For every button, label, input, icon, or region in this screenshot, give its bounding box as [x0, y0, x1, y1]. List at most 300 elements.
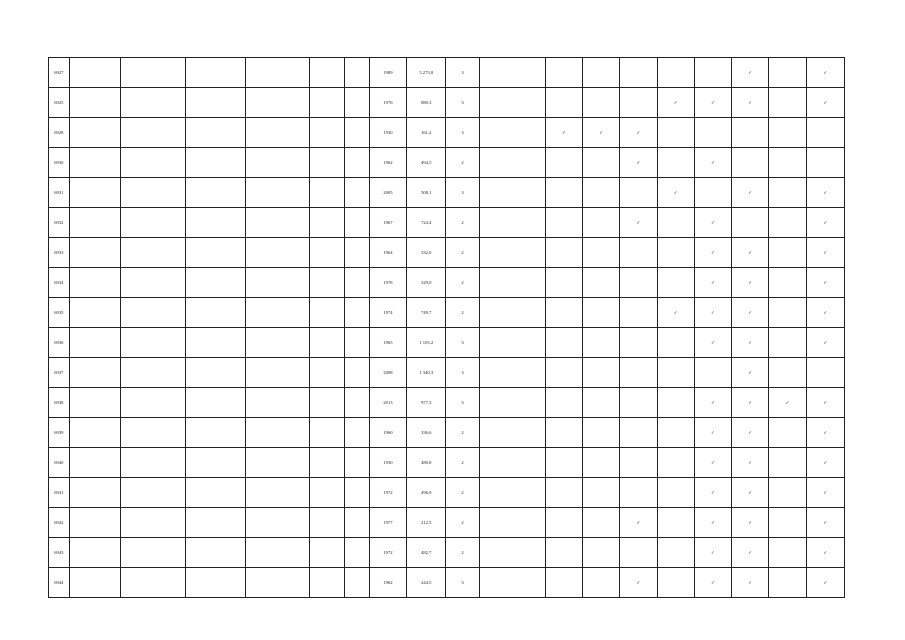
- table-cell: [309, 478, 344, 508]
- table-cell: 6937: [49, 358, 70, 388]
- table-cell: [185, 328, 245, 358]
- table-cell: [309, 238, 344, 268]
- table-cell: 5 273,8: [407, 58, 446, 88]
- table-cell: 3: [446, 58, 479, 88]
- table-cell: [185, 238, 245, 268]
- table-cell: 2: [446, 418, 479, 448]
- table-cell: [185, 178, 245, 208]
- table-cell: 724,4: [407, 208, 446, 238]
- table-cell: 1930: [369, 448, 406, 478]
- check-cell: ✓: [732, 268, 769, 298]
- table-cell: [121, 58, 185, 88]
- table-cell: [185, 508, 245, 538]
- check-cell: [545, 88, 582, 118]
- table-row: [49, 478, 845, 508]
- check-cell: [545, 388, 582, 418]
- table-row: [49, 208, 845, 238]
- check-cell: ✓: [620, 148, 657, 178]
- table-cell: [345, 328, 370, 358]
- check-cell: [732, 208, 769, 238]
- table-cell: [479, 178, 545, 208]
- table-cell: [479, 148, 545, 178]
- check-cell: [769, 178, 806, 208]
- check-cell: [620, 88, 657, 118]
- table-cell: 3: [446, 328, 479, 358]
- check-cell: [694, 178, 731, 208]
- table-cell: [185, 568, 245, 598]
- table-cell: 2013: [369, 388, 406, 418]
- table-cell: [345, 358, 370, 388]
- check-cell: [806, 118, 845, 148]
- check-cell: [769, 568, 806, 598]
- table-cell: [69, 118, 121, 148]
- table-cell: [245, 328, 309, 358]
- check-cell: [583, 388, 620, 418]
- check-cell: [545, 418, 582, 448]
- table-cell: [121, 148, 185, 178]
- check-cell: [769, 208, 806, 238]
- table-cell: [345, 538, 370, 568]
- check-cell: ✓: [620, 118, 657, 148]
- check-cell: [583, 448, 620, 478]
- check-cell: ✓: [732, 538, 769, 568]
- check-cell: ✓: [769, 388, 806, 418]
- check-cell: ✓: [620, 508, 657, 538]
- check-cell: [620, 418, 657, 448]
- table-row: [49, 178, 845, 208]
- check-cell: [583, 88, 620, 118]
- check-cell: ✓: [806, 538, 845, 568]
- table-cell: [479, 568, 545, 598]
- check-cell: ✓: [694, 328, 731, 358]
- check-cell: ✓: [732, 418, 769, 448]
- table-row: [49, 58, 845, 88]
- table-cell: [309, 328, 344, 358]
- check-cell: [732, 148, 769, 178]
- table-row: [49, 298, 845, 328]
- check-cell: ✓: [694, 88, 731, 118]
- table-cell: [345, 508, 370, 538]
- table-cell: [479, 448, 545, 478]
- table-cell: [345, 178, 370, 208]
- table-cell: 2: [446, 508, 479, 538]
- table-cell: [121, 88, 185, 118]
- check-cell: [545, 178, 582, 208]
- check-cell: ✓: [806, 268, 845, 298]
- check-cell: [620, 58, 657, 88]
- table-cell: [69, 208, 121, 238]
- table-cell: 2: [446, 448, 479, 478]
- table-cell: [309, 538, 344, 568]
- check-cell: [545, 148, 582, 178]
- check-cell: [769, 508, 806, 538]
- check-cell: ✓: [694, 208, 731, 238]
- check-cell: [806, 358, 845, 388]
- check-cell: ✓: [694, 568, 731, 598]
- table-cell: [479, 358, 545, 388]
- table-cell: [245, 58, 309, 88]
- table-cell: [69, 148, 121, 178]
- table-body: [49, 58, 845, 598]
- check-cell: [545, 238, 582, 268]
- check-cell: [769, 538, 806, 568]
- table-cell: [479, 58, 545, 88]
- table-row: [49, 448, 845, 478]
- check-cell: [694, 358, 731, 388]
- table-cell: [185, 88, 245, 118]
- table-cell: 329,0: [407, 268, 446, 298]
- table-cell: [121, 478, 185, 508]
- check-cell: [657, 328, 694, 358]
- check-cell: [620, 538, 657, 568]
- check-cell: ✓: [694, 238, 731, 268]
- table-cell: [345, 268, 370, 298]
- table-cell: 2005: [369, 178, 406, 208]
- check-cell: ✓: [806, 208, 845, 238]
- table-cell: [309, 568, 344, 598]
- table-cell: 494,5: [407, 148, 446, 178]
- table-cell: [185, 418, 245, 448]
- check-cell: [657, 568, 694, 598]
- check-cell: [769, 238, 806, 268]
- check-cell: [620, 328, 657, 358]
- table-cell: [309, 508, 344, 538]
- table-row: [49, 568, 845, 598]
- table-cell: 1977: [369, 508, 406, 538]
- table-cell: [309, 448, 344, 478]
- table-cell: [309, 118, 344, 148]
- table-cell: 244,5: [407, 568, 446, 598]
- check-cell: ✓: [732, 568, 769, 598]
- check-cell: [620, 238, 657, 268]
- table-cell: 3: [446, 178, 479, 208]
- table-cell: 6934: [49, 268, 70, 298]
- table-cell: 336,6: [407, 418, 446, 448]
- check-cell: [657, 208, 694, 238]
- table-cell: [479, 118, 545, 148]
- table-cell: [245, 268, 309, 298]
- check-cell: [583, 478, 620, 508]
- table-cell: [69, 298, 121, 328]
- table-row: [49, 88, 845, 118]
- table-cell: [309, 388, 344, 418]
- check-cell: [657, 118, 694, 148]
- check-cell: ✓: [806, 238, 845, 268]
- table-cell: 880,3: [407, 88, 446, 118]
- table-cell: [185, 448, 245, 478]
- table-cell: [345, 88, 370, 118]
- check-cell: ✓: [806, 508, 845, 538]
- check-cell: [769, 58, 806, 88]
- table-cell: 1976: [369, 88, 406, 118]
- table-cell: 6933: [49, 238, 70, 268]
- table-cell: [245, 568, 309, 598]
- check-cell: [657, 538, 694, 568]
- table-cell: 1978: [369, 268, 406, 298]
- table-cell: 3: [446, 118, 479, 148]
- table-cell: [185, 118, 245, 148]
- table-cell: [245, 508, 309, 538]
- table-cell: [185, 358, 245, 388]
- check-cell: [545, 568, 582, 598]
- check-cell: ✓: [732, 328, 769, 358]
- table-cell: 6944: [49, 568, 70, 598]
- table-cell: [185, 58, 245, 88]
- table-cell: [345, 388, 370, 418]
- table-cell: [121, 328, 185, 358]
- table-cell: 6939: [49, 418, 70, 448]
- check-cell: ✓: [620, 208, 657, 238]
- table-cell: 1962: [369, 148, 406, 178]
- check-cell: [657, 508, 694, 538]
- check-cell: ✓: [657, 88, 694, 118]
- table-cell: 1972: [369, 538, 406, 568]
- table-cell: [309, 148, 344, 178]
- table-cell: [121, 178, 185, 208]
- table-cell: 1960: [369, 418, 406, 448]
- table-cell: 482,7: [407, 538, 446, 568]
- table-cell: [245, 298, 309, 328]
- table-cell: 6940: [49, 448, 70, 478]
- check-cell: [545, 298, 582, 328]
- table-cell: 6942: [49, 508, 70, 538]
- table-cell: 1967: [369, 208, 406, 238]
- check-cell: ✓: [732, 238, 769, 268]
- table-cell: [185, 298, 245, 328]
- table-row: [49, 388, 845, 418]
- table-cell: [69, 448, 121, 478]
- check-cell: [620, 298, 657, 328]
- check-cell: [545, 328, 582, 358]
- check-cell: ✓: [732, 358, 769, 388]
- table-cell: [69, 568, 121, 598]
- table-cell: [479, 208, 545, 238]
- check-cell: ✓: [732, 478, 769, 508]
- check-cell: ✓: [620, 568, 657, 598]
- table-cell: 977,3: [407, 388, 446, 418]
- table-cell: 6930: [49, 148, 70, 178]
- check-cell: [545, 208, 582, 238]
- table-cell: [121, 568, 185, 598]
- table-cell: [345, 58, 370, 88]
- table-cell: 3: [446, 88, 479, 118]
- table-cell: 6928: [49, 118, 70, 148]
- check-cell: ✓: [657, 178, 694, 208]
- check-cell: [545, 358, 582, 388]
- check-cell: [583, 328, 620, 358]
- check-cell: [620, 268, 657, 298]
- check-cell: ✓: [694, 418, 731, 448]
- check-cell: ✓: [694, 148, 731, 178]
- check-cell: ✓: [806, 328, 845, 358]
- table-cell: [121, 238, 185, 268]
- check-cell: [545, 508, 582, 538]
- table-cell: [345, 118, 370, 148]
- table-cell: [185, 148, 245, 178]
- table-cell: 749,7: [407, 298, 446, 328]
- check-cell: [545, 268, 582, 298]
- table-cell: 1 340,3: [407, 358, 446, 388]
- check-cell: [657, 238, 694, 268]
- check-cell: ✓: [583, 118, 620, 148]
- table-row: [49, 358, 845, 388]
- table-cell: [245, 538, 309, 568]
- table-row: [49, 538, 845, 568]
- check-cell: ✓: [657, 298, 694, 328]
- table-cell: 1964: [369, 238, 406, 268]
- table-cell: 212,5: [407, 508, 446, 538]
- check-cell: ✓: [806, 88, 845, 118]
- registry-table: [48, 57, 845, 598]
- table-cell: [309, 208, 344, 238]
- table-cell: [121, 388, 185, 418]
- table-row: [49, 268, 845, 298]
- check-cell: [769, 328, 806, 358]
- table-cell: [69, 538, 121, 568]
- table-cell: 480,8: [407, 448, 446, 478]
- table-cell: [479, 328, 545, 358]
- check-cell: [657, 148, 694, 178]
- check-cell: [657, 448, 694, 478]
- table-cell: [245, 238, 309, 268]
- table-cell: [479, 268, 545, 298]
- table-cell: [345, 148, 370, 178]
- table-cell: 6932: [49, 208, 70, 238]
- check-cell: [620, 478, 657, 508]
- check-cell: ✓: [694, 538, 731, 568]
- check-cell: ✓: [694, 508, 731, 538]
- check-cell: [620, 178, 657, 208]
- check-cell: ✓: [806, 178, 845, 208]
- check-cell: ✓: [732, 448, 769, 478]
- check-cell: ✓: [694, 268, 731, 298]
- table-cell: [309, 418, 344, 448]
- table-cell: [245, 208, 309, 238]
- table-row: [49, 328, 845, 358]
- table-cell: [245, 118, 309, 148]
- table-cell: 1965: [369, 328, 406, 358]
- table-cell: [345, 208, 370, 238]
- table-cell: [479, 88, 545, 118]
- check-cell: [545, 58, 582, 88]
- check-cell: [583, 418, 620, 448]
- table-cell: [69, 268, 121, 298]
- table-cell: [185, 208, 245, 238]
- table-cell: [69, 238, 121, 268]
- table-cell: [185, 538, 245, 568]
- table-cell: 508,1: [407, 178, 446, 208]
- table-cell: [479, 388, 545, 418]
- check-cell: [583, 178, 620, 208]
- check-cell: [769, 478, 806, 508]
- table-cell: [185, 388, 245, 418]
- table-cell: 2: [446, 478, 479, 508]
- table-cell: 6936: [49, 328, 70, 358]
- table-cell: [69, 358, 121, 388]
- table-cell: [479, 538, 545, 568]
- table-cell: [345, 478, 370, 508]
- table-cell: [121, 508, 185, 538]
- check-cell: [545, 478, 582, 508]
- table-cell: 1972: [369, 478, 406, 508]
- table-row: [49, 148, 845, 178]
- table-cell: 1989: [369, 58, 406, 88]
- check-cell: [583, 58, 620, 88]
- check-cell: [583, 148, 620, 178]
- table-cell: [69, 58, 121, 88]
- table-cell: [121, 418, 185, 448]
- table-cell: 2: [446, 298, 479, 328]
- check-cell: ✓: [732, 298, 769, 328]
- check-cell: [657, 388, 694, 418]
- table-cell: [245, 388, 309, 418]
- table-cell: [121, 538, 185, 568]
- check-cell: ✓: [806, 298, 845, 328]
- check-cell: ✓: [806, 58, 845, 88]
- table-cell: 6935: [49, 298, 70, 328]
- table-cell: [345, 238, 370, 268]
- check-cell: [769, 448, 806, 478]
- table-cell: [121, 268, 185, 298]
- table-cell: [345, 568, 370, 598]
- table-cell: 3: [446, 358, 479, 388]
- table-cell: 2: [446, 148, 479, 178]
- check-cell: [583, 268, 620, 298]
- table-cell: [479, 418, 545, 448]
- check-cell: [545, 448, 582, 478]
- table-cell: [69, 508, 121, 538]
- table-cell: 6938: [49, 388, 70, 418]
- table-cell: [69, 88, 121, 118]
- check-cell: ✓: [732, 58, 769, 88]
- table-cell: [121, 448, 185, 478]
- table-row: [49, 238, 845, 268]
- table-cell: [69, 478, 121, 508]
- table-cell: [69, 388, 121, 418]
- table-cell: 2008: [369, 358, 406, 388]
- check-cell: [583, 508, 620, 538]
- table-cell: 161,2: [407, 118, 446, 148]
- check-cell: ✓: [732, 88, 769, 118]
- check-cell: ✓: [806, 448, 845, 478]
- check-cell: [657, 358, 694, 388]
- table-cell: [121, 358, 185, 388]
- check-cell: ✓: [545, 118, 582, 148]
- table-cell: 1974: [369, 298, 406, 328]
- check-cell: ✓: [694, 388, 731, 418]
- check-cell: ✓: [694, 298, 731, 328]
- table-cell: 6925: [49, 88, 70, 118]
- check-cell: [657, 418, 694, 448]
- check-cell: ✓: [694, 448, 731, 478]
- table-cell: 1930: [369, 118, 406, 148]
- table-cell: 6943: [49, 538, 70, 568]
- check-cell: [769, 88, 806, 118]
- table-cell: [479, 298, 545, 328]
- table-cell: [185, 268, 245, 298]
- table-cell: [69, 328, 121, 358]
- check-cell: [694, 118, 731, 148]
- table-cell: [245, 148, 309, 178]
- table-cell: 3: [446, 388, 479, 418]
- check-cell: ✓: [732, 388, 769, 418]
- table-cell: [245, 358, 309, 388]
- table-cell: [309, 298, 344, 328]
- table-cell: [121, 118, 185, 148]
- table-cell: [309, 268, 344, 298]
- check-cell: [583, 208, 620, 238]
- check-cell: [769, 358, 806, 388]
